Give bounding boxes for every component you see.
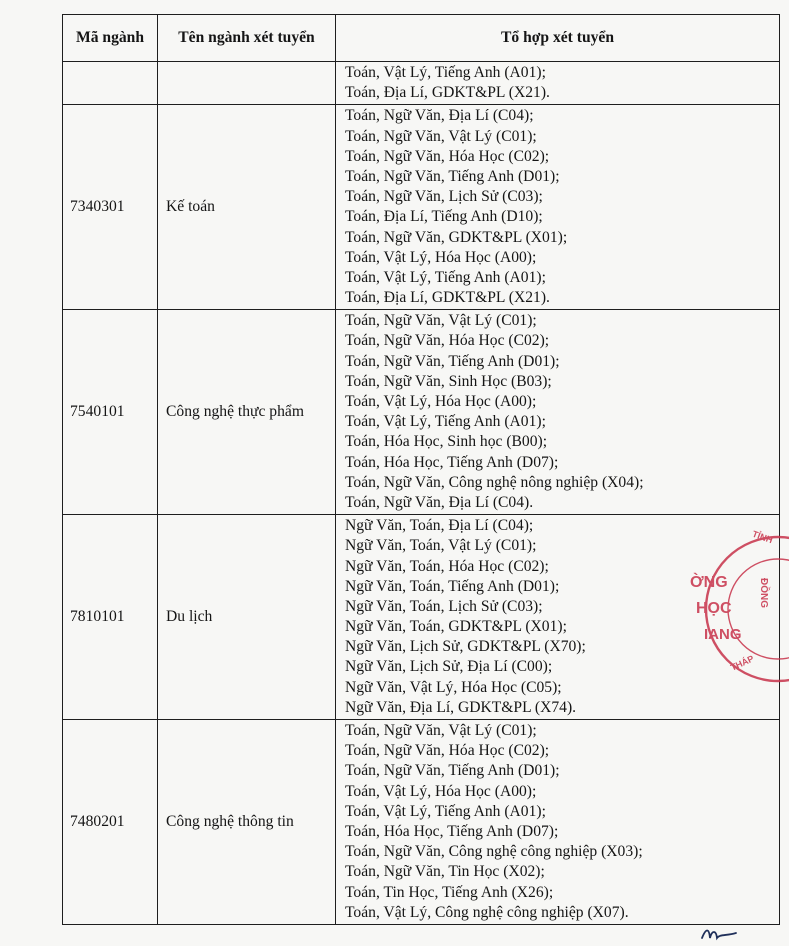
combo-line: Toán, Ngữ Văn, GDKT&PL (X01); <box>345 228 568 246</box>
program-code: 7810101 <box>63 515 158 720</box>
signature-mark <box>700 924 740 944</box>
combo-line: Toán, Ngữ Văn, Địa Lí (C04); <box>345 107 534 125</box>
combo-list <box>336 720 780 925</box>
combo-line: Toán, Địa Lí, GDKT&PL (X21). <box>345 289 550 307</box>
combo-line: Ngữ Văn, Địa Lí, GDKT&PL (X74). <box>345 698 577 716</box>
header-name: Tên ngành xét tuyển <box>158 15 336 62</box>
table-row <box>63 515 780 720</box>
combo-line: Toán, Vật Lý, Tiếng Anh (A01); <box>345 64 546 81</box>
combo-line: Toán, Hóa Học, Tiếng Anh (D07); <box>345 453 559 471</box>
combo-line: Ngữ Văn, Toán, Lịch Sử (C03); <box>345 597 543 615</box>
combo-line: Ngữ Văn, Vật Lý, Hóa Học (C05); <box>345 678 562 696</box>
seal-ring-bottom: THÁP <box>729 653 756 673</box>
combo-line: Toán, Ngữ Văn, Công nghệ công nghiệp (X03); <box>345 843 643 861</box>
combo-line: Toán, Địa Lí, Tiếng Anh (D10); <box>345 208 543 226</box>
combo-line: Ngữ Văn, Lịch Sử, GDKT&PL (X70); <box>345 638 586 656</box>
program-name: Công nghệ thông tin <box>158 720 336 925</box>
admission-table <box>62 14 780 925</box>
combo-line: Ngữ Văn, Toán, Tiếng Anh (D01); <box>345 577 560 595</box>
table-row <box>63 310 780 515</box>
combo-line: Toán, Hóa Học, Tiếng Anh (D07); <box>345 822 559 840</box>
header-code: Mã ngành <box>63 15 158 62</box>
combo-line: Toán, Vật Lý, Hóa Học (A00); <box>345 782 537 800</box>
continuation-code-cell <box>63 62 158 105</box>
combo-line: Toán, Tin Học, Tiếng Anh (X26); <box>345 883 554 901</box>
combo-line: Ngữ Văn, Toán, Vật Lý (C01); <box>345 537 537 555</box>
program-code: 7480201 <box>63 720 158 925</box>
combo-line: Toán, Vật Lý, Công nghệ công nghiệp (X07). <box>345 903 629 921</box>
table-row <box>63 720 780 925</box>
combo-line: Toán, Ngữ Văn, Sinh Học (B03); <box>345 372 552 390</box>
combo-line: Toán, Ngữ Văn, Công nghệ nông nghiệp (X04); <box>345 473 644 491</box>
official-seal <box>690 528 789 688</box>
combo-line: Ngữ Văn, Toán, GDKT&PL (X01); <box>345 618 567 636</box>
combo-line: Toán, Ngữ Văn, Tin Học (X02); <box>345 863 545 881</box>
combo-list <box>336 105 780 310</box>
combo-line: Toán, Địa Lí, GDKT&PL (X21). <box>345 84 550 102</box>
combo-line: Toán, Vật Lý, Hóa Học (A00); <box>345 248 537 266</box>
combo-line: Toán, Ngữ Văn, Địa Lí (C04). <box>345 493 534 511</box>
combo-line: Toán, Ngữ Văn, Vật Lý (C01); <box>345 127 537 145</box>
combo-line: Toán, Vật Lý, Tiếng Anh (A01); <box>345 802 546 820</box>
combo-line: Ngữ Văn, Toán, Hóa Học (C02); <box>345 557 549 575</box>
seal-line-1: ỜNG <box>690 574 728 591</box>
table-row <box>63 105 780 310</box>
combo-line: Toán, Ngữ Văn, Tiếng Anh (D01); <box>345 762 560 780</box>
program-name: Kế toán <box>158 105 336 310</box>
combo-line: Toán, Ngữ Văn, Vật Lý (C01); <box>345 312 537 330</box>
combo-line: Toán, Ngữ Văn, Tiếng Anh (D01); <box>345 352 560 370</box>
combo-line: Ngữ Văn, Toán, Địa Lí (C04); <box>345 517 534 535</box>
combo-line: Toán, Ngữ Văn, Hóa Học (C02); <box>345 742 550 760</box>
seal-line-2: HỌC <box>696 600 732 617</box>
combo-line: Toán, Ngữ Văn, Lịch Sử (C03); <box>345 188 543 206</box>
combo-line: Toán, Vật Lý, Tiếng Anh (A01); <box>345 413 546 431</box>
combo-line: Toán, Hóa Học, Sinh học (B00); <box>345 433 548 451</box>
combo-list <box>336 310 780 515</box>
program-name: Công nghệ thực phẩm <box>158 310 336 515</box>
header-row <box>63 15 780 62</box>
combo-line: Toán, Ngữ Văn, Hóa Học (C02); <box>345 147 550 165</box>
continuation-row <box>63 62 780 105</box>
table-body <box>63 62 780 925</box>
header-combos: Tổ hợp xét tuyển <box>336 15 780 62</box>
seal-ring-right: ĐỒNG <box>758 578 769 608</box>
combo-line: Toán, Ngữ Văn, Vật Lý (C01); <box>345 722 537 739</box>
combo-line: Toán, Ngữ Văn, Hóa Học (C02); <box>345 332 550 350</box>
program-code: 7540101 <box>63 310 158 515</box>
combo-line: Toán, Ngữ Văn, Tiếng Anh (D01); <box>345 167 560 185</box>
program-code: 7340301 <box>63 105 158 310</box>
combo-line: Toán, Vật Lý, Tiếng Anh (A01); <box>345 268 546 286</box>
combo-line: Toán, Vật Lý, Hóa Học (A00); <box>345 393 537 410</box>
combo-line: Ngữ Văn, Lịch Sử, Địa Lí (C00); <box>345 658 553 676</box>
seal-line-3: IANG <box>704 626 742 643</box>
program-name: Du lịch <box>158 515 336 720</box>
seal-ring-top: TỈNH <box>750 528 775 546</box>
continuation-name-cell <box>158 62 336 105</box>
continuation-combos-cell <box>336 62 780 105</box>
